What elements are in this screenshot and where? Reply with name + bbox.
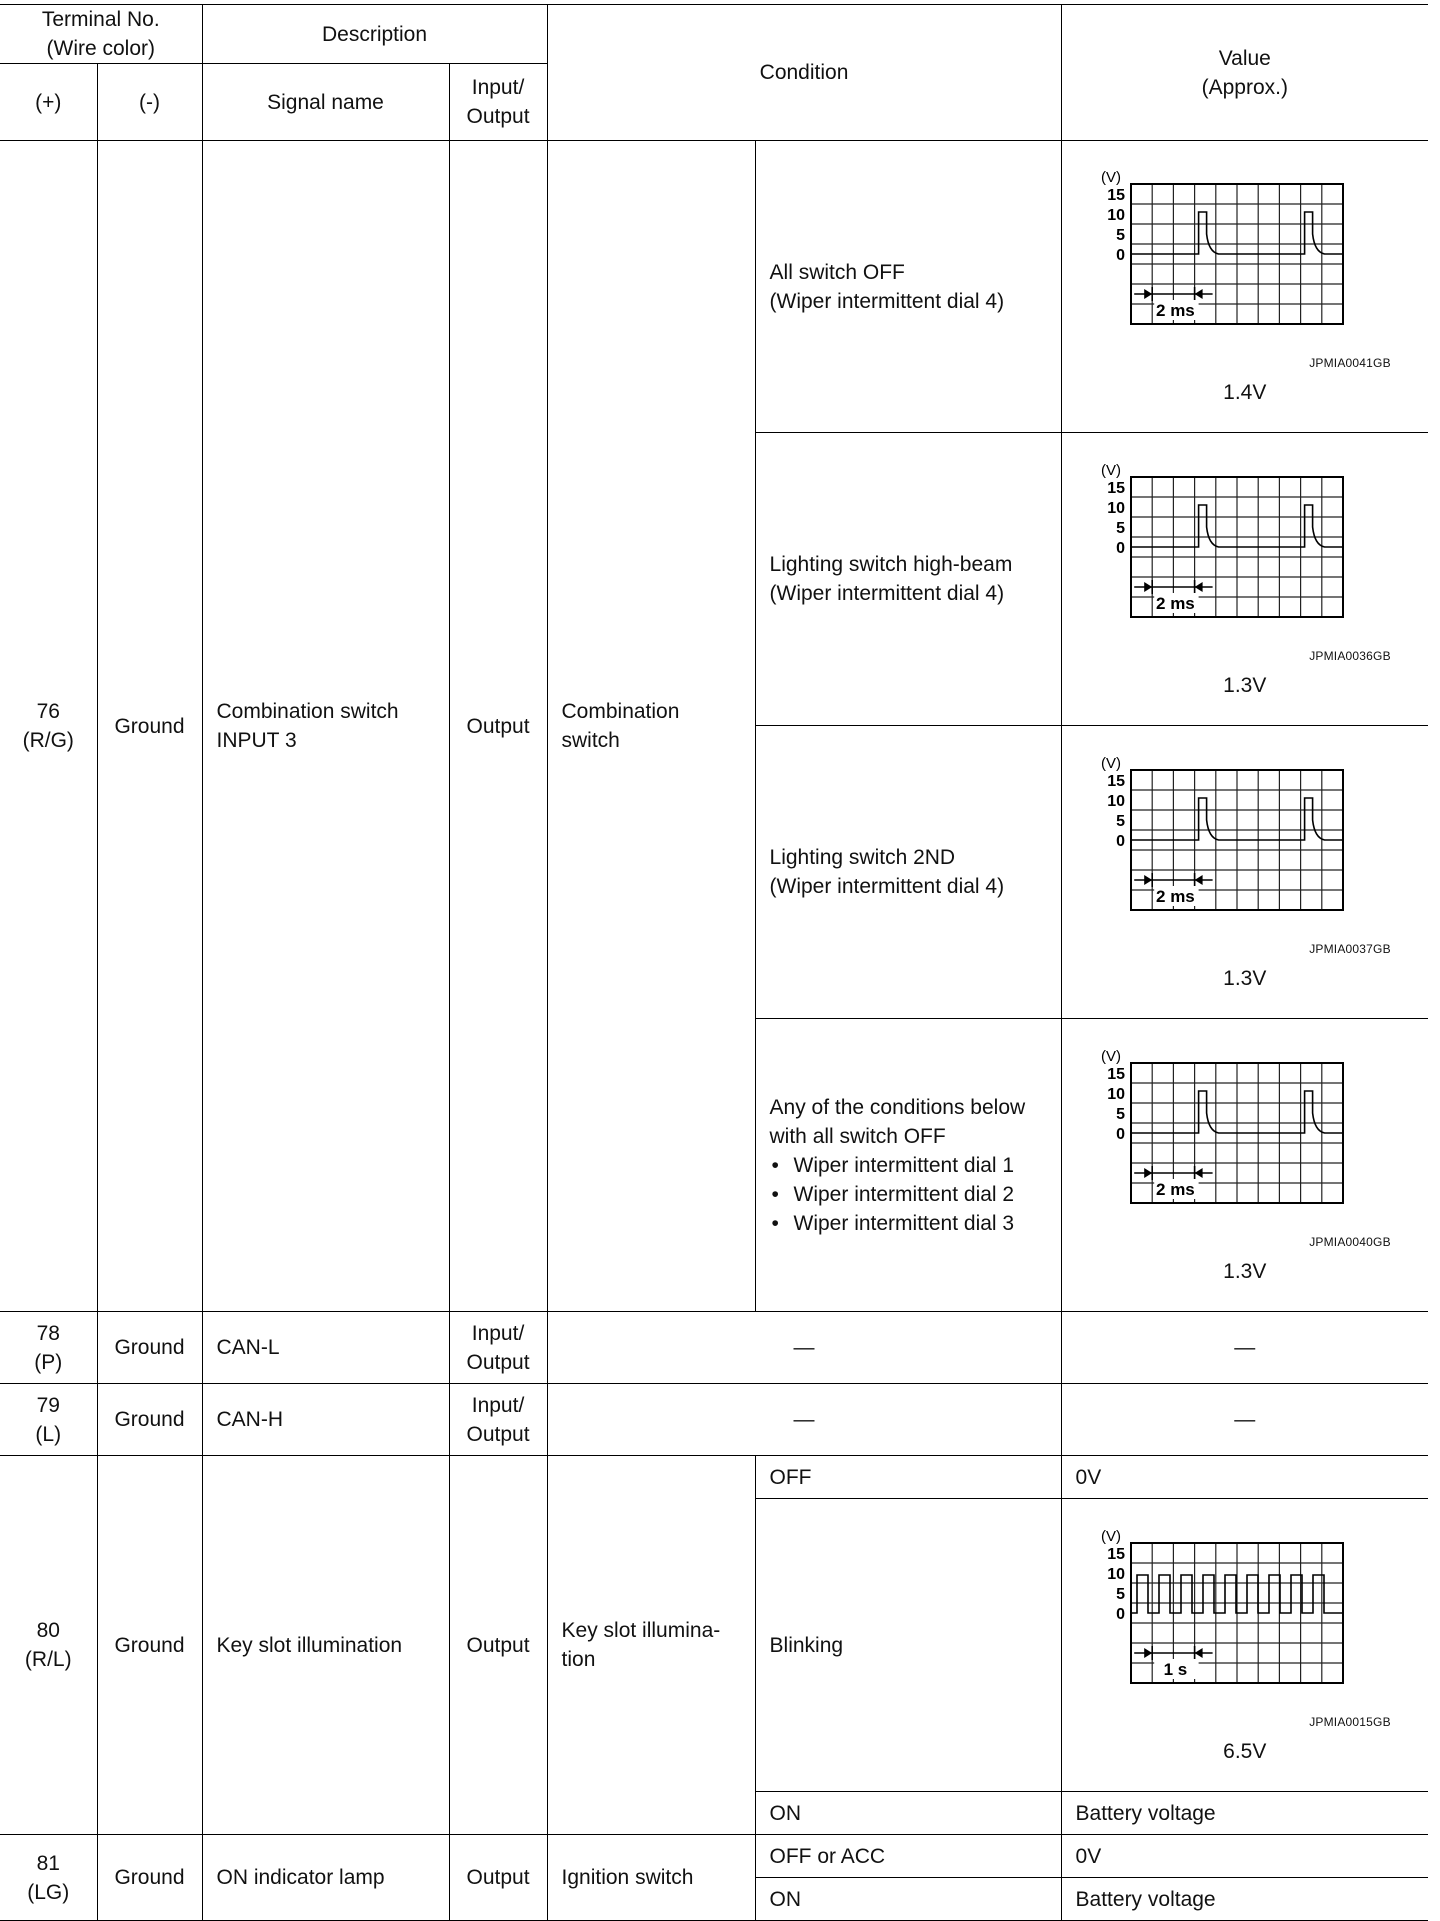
value-80-3: Battery voltage bbox=[1061, 1792, 1428, 1835]
terminal-78: 78 (P) bbox=[0, 1312, 97, 1384]
y-unit-label: (V) bbox=[1100, 1527, 1121, 1545]
io-81: Output bbox=[449, 1835, 547, 1921]
bullet-item: • Wiper intermittent dial 1 bbox=[770, 1151, 1047, 1180]
y-tick-label: 0 bbox=[1115, 832, 1125, 850]
y-unit-label: (V) bbox=[1100, 1047, 1121, 1065]
condition-81-2: ON bbox=[755, 1878, 1061, 1921]
header-minus: (-) bbox=[97, 64, 202, 141]
figure-code: JPMIA0036GB bbox=[1309, 648, 1391, 663]
header-condition: Condition bbox=[547, 5, 1061, 141]
condition-80-2: Blinking bbox=[755, 1499, 1061, 1792]
y-unit-label: (V) bbox=[1100, 754, 1121, 772]
value-78: — bbox=[1061, 1312, 1428, 1384]
condition-group-76: Combination switch bbox=[547, 141, 755, 1312]
value-text: 1.3V bbox=[1223, 673, 1267, 697]
y-tick-label: 10 bbox=[1106, 1085, 1125, 1103]
time-div-label: 2 ms bbox=[1155, 886, 1195, 906]
minus-79: Ground bbox=[97, 1384, 202, 1456]
y-tick-label: 15 bbox=[1106, 187, 1125, 204]
value-text: 1.3V bbox=[1223, 1259, 1267, 1283]
terminal-spec-table bbox=[0, 4, 1428, 1921]
header-description: Description bbox=[202, 5, 547, 64]
time-marker-arrow bbox=[1194, 1168, 1202, 1178]
condition-76-1: All switch OFF (Wiper intermittent dial 4) bbox=[755, 141, 1061, 433]
header-signal-name: Signal name bbox=[202, 64, 449, 141]
time-div-label: 1 s bbox=[1163, 1659, 1188, 1679]
time-marker-arrow bbox=[1194, 582, 1202, 592]
y-tick-label: 5 bbox=[1115, 812, 1125, 830]
io-78: Input/ Output bbox=[449, 1312, 547, 1384]
y-tick-label: 10 bbox=[1106, 499, 1125, 517]
value-76-3 bbox=[1061, 726, 1428, 1019]
figure-code: JPMIA0015GB bbox=[1309, 1714, 1391, 1729]
figure-code: JPMIA0037GB bbox=[1309, 941, 1391, 956]
y-tick-label: 10 bbox=[1106, 1565, 1125, 1583]
minus-80: Ground bbox=[97, 1456, 202, 1835]
time-div-label: 2 ms bbox=[1155, 593, 1195, 613]
y-tick-label: 15 bbox=[1106, 772, 1125, 790]
value-81-1: 0V bbox=[1061, 1835, 1428, 1878]
signal-81: ON indicator lamp bbox=[202, 1835, 449, 1921]
header-input-output: Input/ Output bbox=[449, 64, 547, 141]
y-tick-label: 0 bbox=[1115, 247, 1125, 264]
y-tick-label: 15 bbox=[1106, 1065, 1125, 1083]
waveform-scope bbox=[1095, 1043, 1395, 1233]
value-text: 1.4V bbox=[1223, 381, 1267, 404]
condition-80-3: ON bbox=[755, 1792, 1061, 1835]
figure-code: JPMIA0041GB bbox=[1309, 356, 1391, 370]
condition-bullets bbox=[770, 1151, 1047, 1238]
header-value: Value (Approx.) bbox=[1061, 5, 1428, 141]
time-marker-arrow bbox=[1144, 582, 1152, 592]
signal-76: Combination switch INPUT 3 bbox=[202, 141, 449, 1312]
terminal-79: 79 (L) bbox=[0, 1384, 97, 1456]
value-76-4 bbox=[1061, 1019, 1428, 1312]
condition-78: — bbox=[547, 1312, 1061, 1384]
time-marker-arrow bbox=[1144, 289, 1152, 299]
y-tick-label: 5 bbox=[1115, 1585, 1125, 1603]
value-79: — bbox=[1061, 1384, 1428, 1456]
time-div-label: 2 ms bbox=[1155, 301, 1195, 320]
condition-81-1: OFF or ACC bbox=[755, 1835, 1061, 1878]
minus-78: Ground bbox=[97, 1312, 202, 1384]
terminal-80: 80 (R/L) bbox=[0, 1456, 97, 1835]
condition-76-2: Lighting switch high-beam (Wiper intermittent dial 4) bbox=[755, 433, 1061, 726]
signal-79: CAN-H bbox=[202, 1384, 449, 1456]
value-76-2 bbox=[1061, 433, 1428, 726]
time-marker-arrow bbox=[1144, 875, 1152, 885]
condition-79: — bbox=[547, 1384, 1061, 1456]
header-plus: (+) bbox=[0, 64, 97, 141]
waveform-scope bbox=[1095, 164, 1395, 354]
y-unit-label: (V) bbox=[1100, 169, 1121, 186]
minus-81: Ground bbox=[97, 1835, 202, 1921]
y-tick-label: 5 bbox=[1115, 227, 1125, 244]
value-80-1: 0V bbox=[1061, 1456, 1428, 1499]
y-tick-label: 0 bbox=[1115, 1125, 1125, 1143]
value-text: 6.5V bbox=[1223, 1739, 1267, 1763]
y-tick-label: 5 bbox=[1115, 519, 1125, 537]
waveform-scope bbox=[1095, 457, 1395, 647]
signal-80: Key slot illumination bbox=[202, 1456, 449, 1835]
signal-78: CAN-L bbox=[202, 1312, 449, 1384]
y-tick-label: 15 bbox=[1106, 1545, 1125, 1563]
bullet-item: • Wiper intermittent dial 2 bbox=[770, 1180, 1047, 1209]
time-marker-arrow bbox=[1194, 1648, 1202, 1658]
bullet-item: • Wiper intermittent dial 3 bbox=[770, 1209, 1047, 1238]
value-76-1 bbox=[1061, 141, 1428, 433]
time-marker-arrow bbox=[1194, 289, 1202, 299]
header-terminal-no: Terminal No. (Wire color) bbox=[0, 5, 202, 64]
time-marker-arrow bbox=[1144, 1168, 1152, 1178]
io-80: Output bbox=[449, 1456, 547, 1835]
io-76: Output bbox=[449, 141, 547, 1312]
value-81-2: Battery voltage bbox=[1061, 1878, 1428, 1921]
time-marker-arrow bbox=[1144, 1648, 1152, 1658]
condition-80-1: OFF bbox=[755, 1456, 1061, 1499]
figure-code: JPMIA0040GB bbox=[1309, 1234, 1391, 1249]
value-text: 1.3V bbox=[1223, 966, 1267, 990]
condition-group-80: Key slot illumina- tion bbox=[547, 1456, 755, 1835]
y-tick-label: 10 bbox=[1106, 792, 1125, 810]
waveform-scope bbox=[1095, 750, 1395, 940]
y-tick-label: 5 bbox=[1115, 1105, 1125, 1123]
value-80-2 bbox=[1061, 1499, 1428, 1792]
condition-76-4: Any of the conditions below with all switch OFF • Wiper intermittent dial 1 • Wiper intermittent dial 2 • Wiper intermittent dial 3 bbox=[755, 1019, 1061, 1312]
time-div-label: 2 ms bbox=[1155, 1179, 1195, 1199]
condition-group-81: Ignition switch bbox=[547, 1835, 755, 1921]
terminal-76: 76 (R/G) bbox=[0, 141, 97, 1312]
io-79: Input/ Output bbox=[449, 1384, 547, 1456]
y-tick-label: 10 bbox=[1106, 207, 1125, 224]
minus-76: Ground bbox=[97, 141, 202, 1312]
condition-76-3: Lighting switch 2ND (Wiper intermittent dial 4) bbox=[755, 726, 1061, 1019]
y-tick-label: 0 bbox=[1115, 1605, 1125, 1623]
y-tick-label: 15 bbox=[1106, 479, 1125, 497]
terminal-81: 81 (LG) bbox=[0, 1835, 97, 1921]
y-unit-label: (V) bbox=[1100, 461, 1121, 479]
y-tick-label: 0 bbox=[1115, 539, 1125, 557]
waveform-scope bbox=[1095, 1523, 1395, 1713]
time-marker-arrow bbox=[1194, 875, 1202, 885]
